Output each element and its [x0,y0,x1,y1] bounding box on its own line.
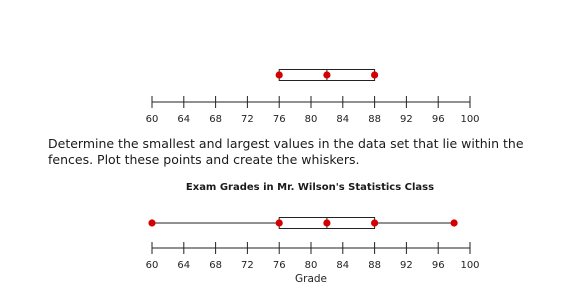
instruction-text: Determine the smallest and largest values in the data set that lie within the fences. Plot these points and create the whiskers. [48,136,524,167]
x-tick-label: 64 [177,260,191,271]
data-point [371,219,378,226]
x-tick-label: 64 [177,114,191,125]
box-plot-bottom [0,180,588,294]
x-tick-label: 96 [431,114,445,125]
x-tick-label: 92 [400,114,413,125]
x-tick-label: 76 [272,260,286,271]
x-tick-label: 80 [304,114,318,125]
x-axis-label: Grade [294,273,328,285]
x-tick-label: 100 [460,260,480,271]
x-tick-label: 88 [368,260,381,271]
x-tick-label: 60 [145,260,159,271]
x-tick-label: 100 [460,114,480,125]
x-tick-label: 84 [336,260,350,271]
data-point [323,71,330,78]
box-plot-top [0,0,588,130]
x-tick-label: 72 [241,114,254,125]
x-tick-label: 88 [368,114,381,125]
x-tick-label: 68 [209,260,222,271]
x-tick-label: 76 [272,114,286,125]
data-point [451,219,458,226]
x-tick-label: 80 [304,260,318,271]
x-tick-label: 60 [145,114,159,125]
x-tick-label: 68 [209,114,222,125]
x-tick-label: 92 [400,260,413,271]
data-point [371,71,378,78]
x-tick-label: 96 [431,260,445,271]
x-tick-label: 72 [241,260,254,271]
x-tick-label: 84 [336,114,350,125]
data-point [148,219,155,226]
data-point [323,219,330,226]
chart-title: Exam Grades in Mr. Wilson's Statistics Class [185,182,435,193]
data-point [276,71,283,78]
data-point [276,219,283,226]
